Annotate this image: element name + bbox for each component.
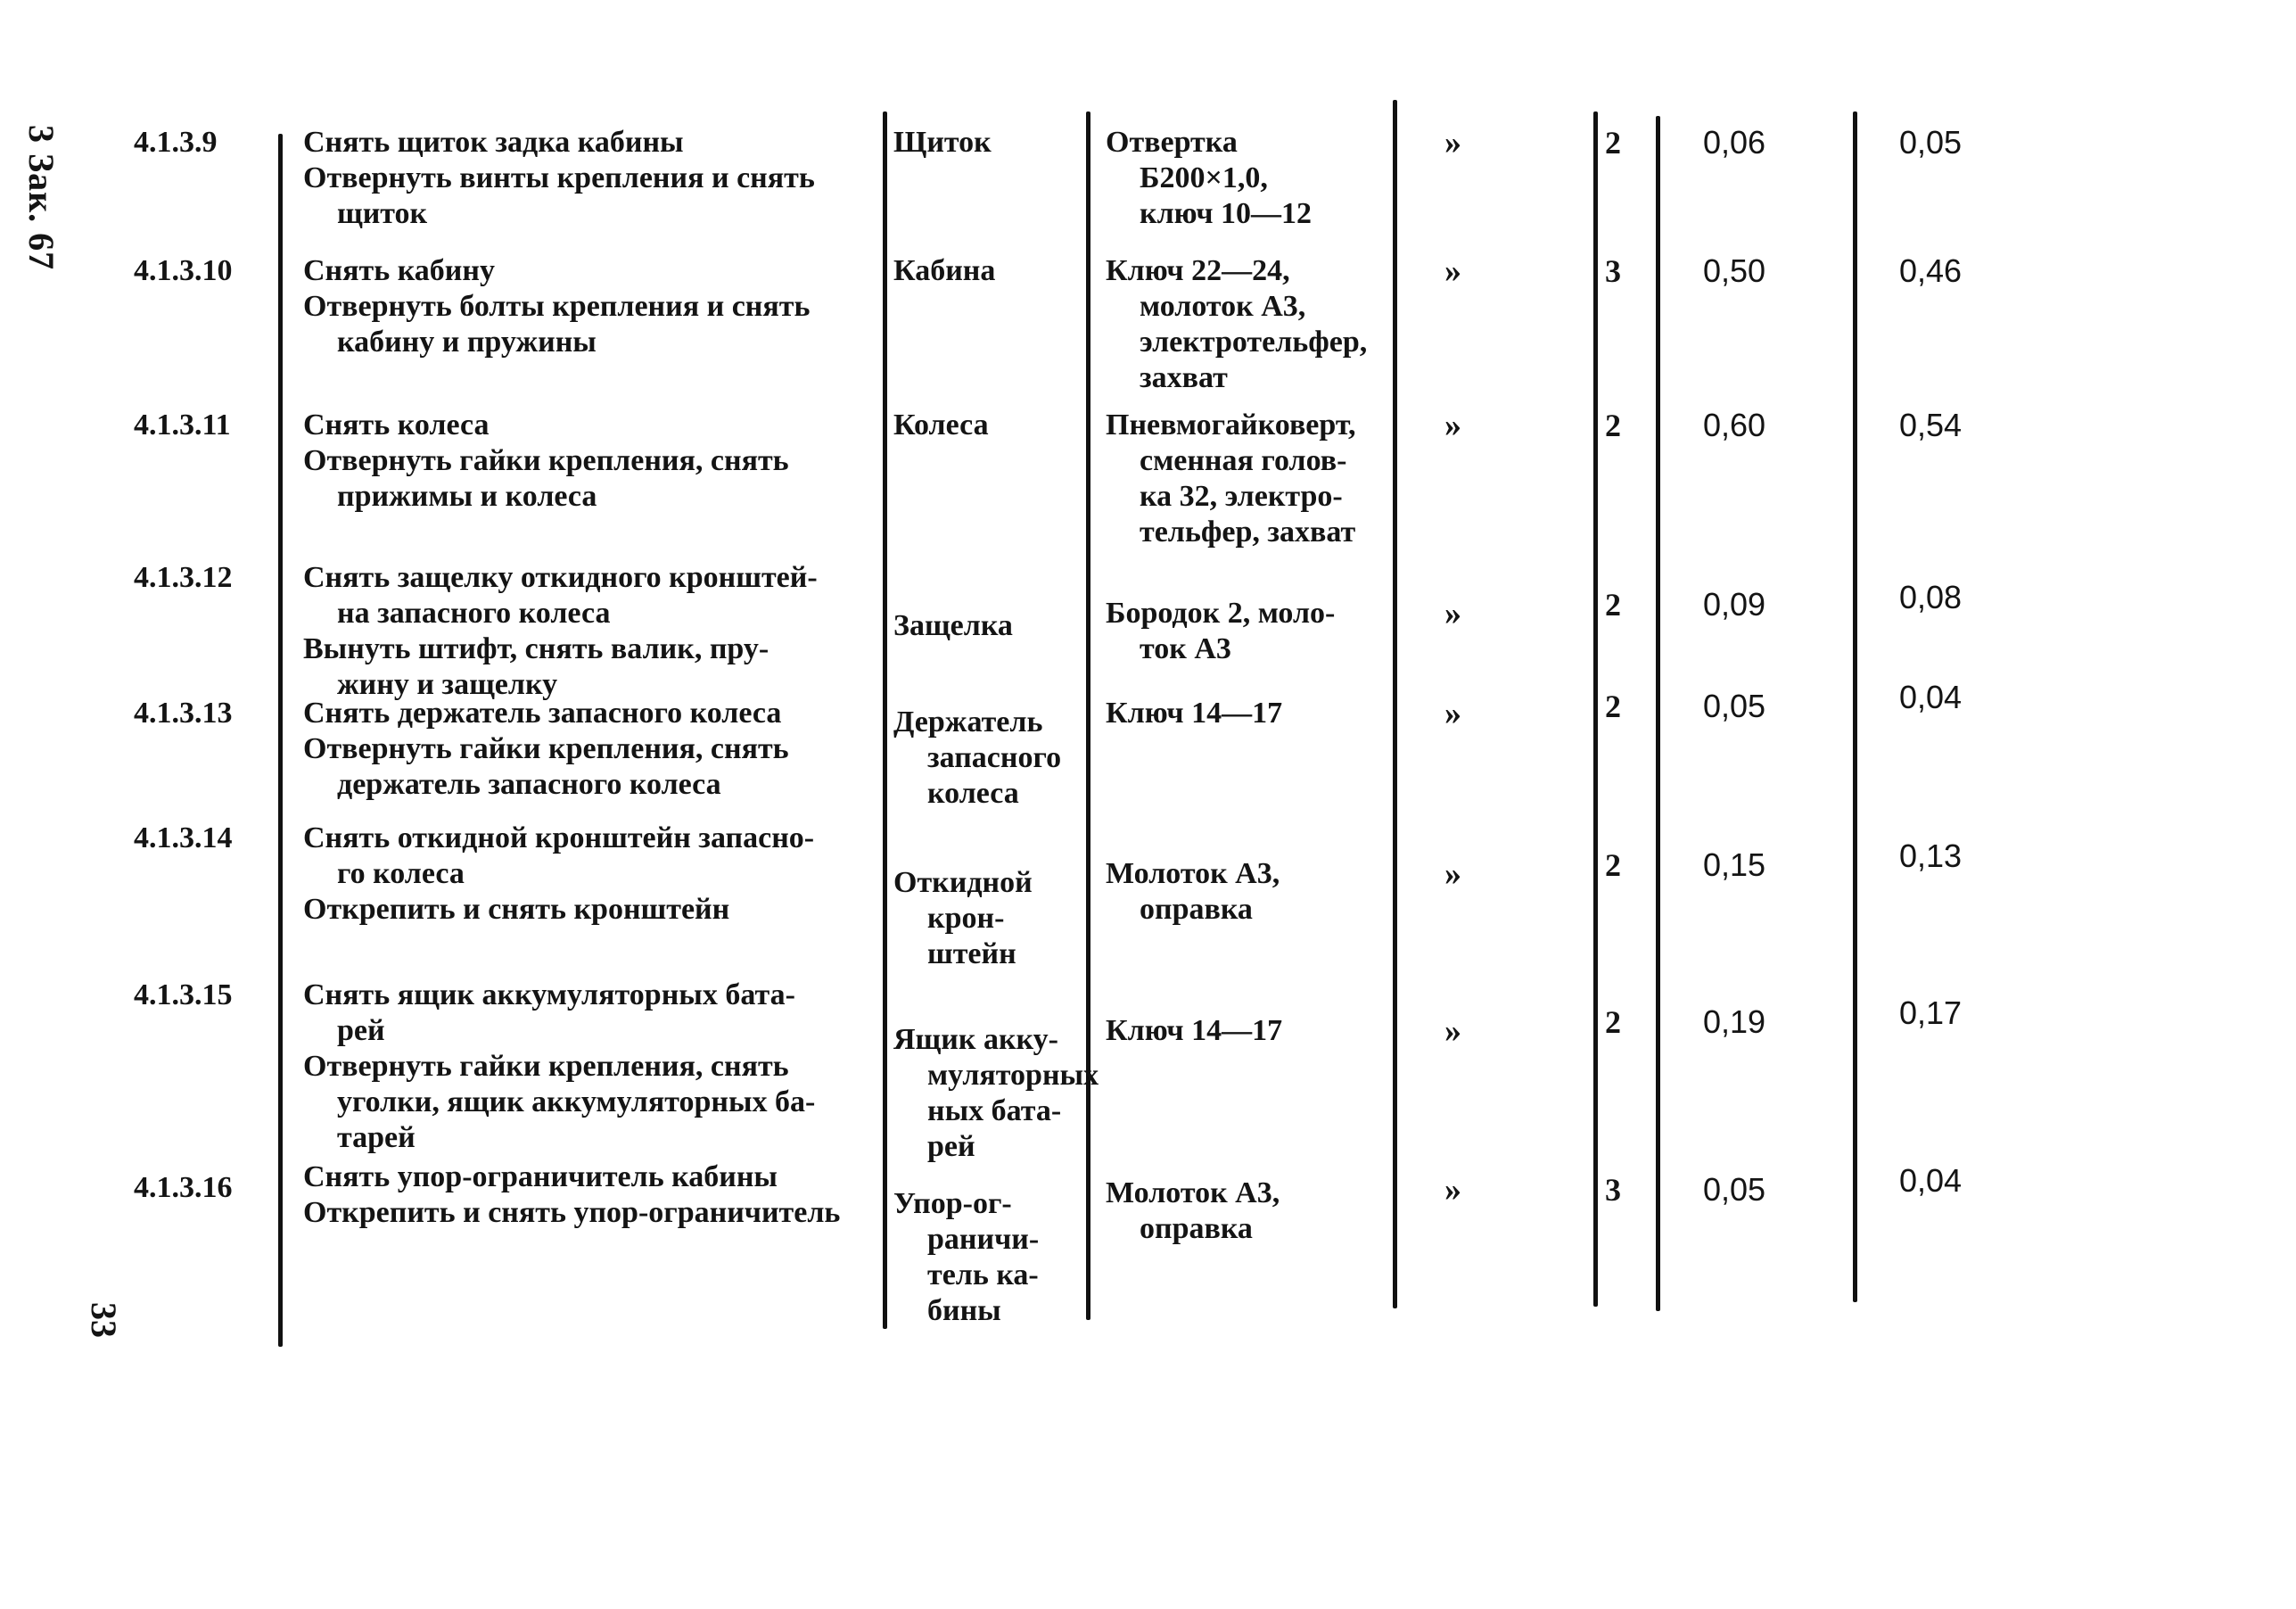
time-norm-1: 0,06 [1703, 124, 1766, 161]
time-norm-1: 0,19 [1703, 1003, 1766, 1040]
part-name: Щиток [893, 126, 992, 159]
time-norm-2: 0,04 [1899, 1162, 1963, 1199]
operation-number: 4.1.3.15 [134, 978, 233, 1011]
tools: Ключ 14—17 [1106, 697, 1283, 730]
time-norm-2: 0,13 [1899, 838, 1963, 874]
worker-category: 3 [1605, 1172, 1621, 1208]
worker-category: 3 [1605, 253, 1621, 289]
part-name: Защелка [893, 609, 1013, 642]
time-norm-2: 0,08 [1899, 579, 1963, 615]
column-rule-category-right [1656, 116, 1660, 1311]
operation-description: Снять кабину Отвернуть болты крепления и снять кабину и пружины [303, 254, 811, 359]
tools: Ключ 22—24, молоток А3, электротельфер, захват [1106, 254, 1368, 394]
tools: Бородок 2, моло- ток А3 [1106, 597, 1336, 665]
column-rule-tool-left [1086, 111, 1090, 1320]
operation-description: Снять ящик аккумуляторных бата- рей Отвернуть гайки крепления, снять уголки, ящик аккумуляторных ба- тарей [303, 978, 816, 1154]
page-number: 33 [84, 1302, 124, 1338]
part-name: Упор-ог- раничи- тель ка- бины [893, 1187, 1040, 1327]
tools: Молоток А3, оправка [1106, 857, 1280, 926]
order-note: 3 Зак. 67 [21, 125, 62, 271]
time-norm-1: 0,05 [1703, 688, 1766, 724]
operation-number: 4.1.3.13 [134, 697, 233, 730]
column-rule-category-left [1593, 111, 1598, 1307]
ditto-mark: » [1444, 407, 1461, 444]
tools: Отвертка Б200×1,0, ключ 10—12 [1106, 126, 1313, 230]
time-norm-1: 0,60 [1703, 407, 1766, 443]
operation-description: Снять защелку откидного кронштей- на запасного колеса Вынуть штифт, снять валик, пру- жину и защелку [303, 561, 818, 701]
tools: Ключ 14—17 [1106, 1014, 1283, 1047]
ditto-mark: » [1444, 1171, 1461, 1209]
operation-number: 4.1.3.16 [134, 1171, 233, 1204]
ditto-mark: » [1444, 595, 1461, 632]
worker-category: 2 [1605, 1004, 1621, 1040]
ditto-mark: » [1444, 1012, 1461, 1050]
time-norm-1: 0,05 [1703, 1171, 1766, 1208]
operation-number: 4.1.3.14 [134, 821, 233, 854]
time-norm-2: 0,04 [1899, 679, 1963, 715]
operation-description: Снять упор-ограничитель кабины Открепить и снять упор-ограничитель [303, 1160, 841, 1229]
operation-description: Снять откидной кронштейн запасно- го колеса Открепить и снять кронштейн [303, 821, 815, 926]
time-norm-1: 0,15 [1703, 846, 1766, 883]
operation-number: 4.1.3.11 [134, 408, 231, 441]
time-norm-2: 0,05 [1899, 124, 1963, 161]
time-norm-1: 0,50 [1703, 252, 1766, 289]
time-norm-1: 0,09 [1703, 586, 1766, 623]
time-norm-2: 0,46 [1899, 252, 1963, 289]
operation-description: Снять держатель запасного колеса Отвернуть гайки крепления, снять держатель запасного колеса [303, 697, 789, 801]
ditto-mark: » [1444, 695, 1461, 732]
part-name: Откидной крон- штейн [893, 866, 1033, 970]
part-name: Держатель запасного колеса [893, 705, 1062, 810]
part-name: Ящик акку- муляторных ных бата- рей [893, 1023, 1099, 1163]
time-norm-2: 0,54 [1899, 407, 1963, 443]
worker-category: 2 [1605, 847, 1621, 883]
part-name: Колеса [893, 408, 989, 441]
worker-category: 2 [1605, 689, 1621, 724]
tools: Молоток А3, оправка [1106, 1176, 1280, 1245]
worker-category: 2 [1605, 587, 1621, 623]
tools: Пневмогайковерт, сменная голов- ка 32, электро- тельфер, захват [1106, 408, 1356, 549]
operation-number: 4.1.3.10 [134, 254, 233, 287]
operation-number: 4.1.3.12 [134, 561, 233, 594]
column-rule-time-right [1853, 111, 1857, 1302]
part-name: Кабина [893, 254, 996, 287]
operation-number: 4.1.3.9 [134, 126, 218, 159]
ditto-mark: » [1444, 124, 1461, 161]
ditto-mark: » [1444, 855, 1461, 893]
column-rule-part-left [883, 111, 887, 1329]
column-rule-operation-left [278, 134, 283, 1347]
ditto-mark: » [1444, 252, 1461, 290]
worker-category: 2 [1605, 125, 1621, 161]
time-norm-2: 0,17 [1899, 994, 1963, 1031]
operation-description: Снять щиток задка кабины Отвернуть винты крепления и снять щиток [303, 126, 815, 230]
operation-description: Снять колеса Отвернуть гайки крепления, снять прижимы и колеса [303, 408, 789, 513]
worker-category: 2 [1605, 408, 1621, 443]
